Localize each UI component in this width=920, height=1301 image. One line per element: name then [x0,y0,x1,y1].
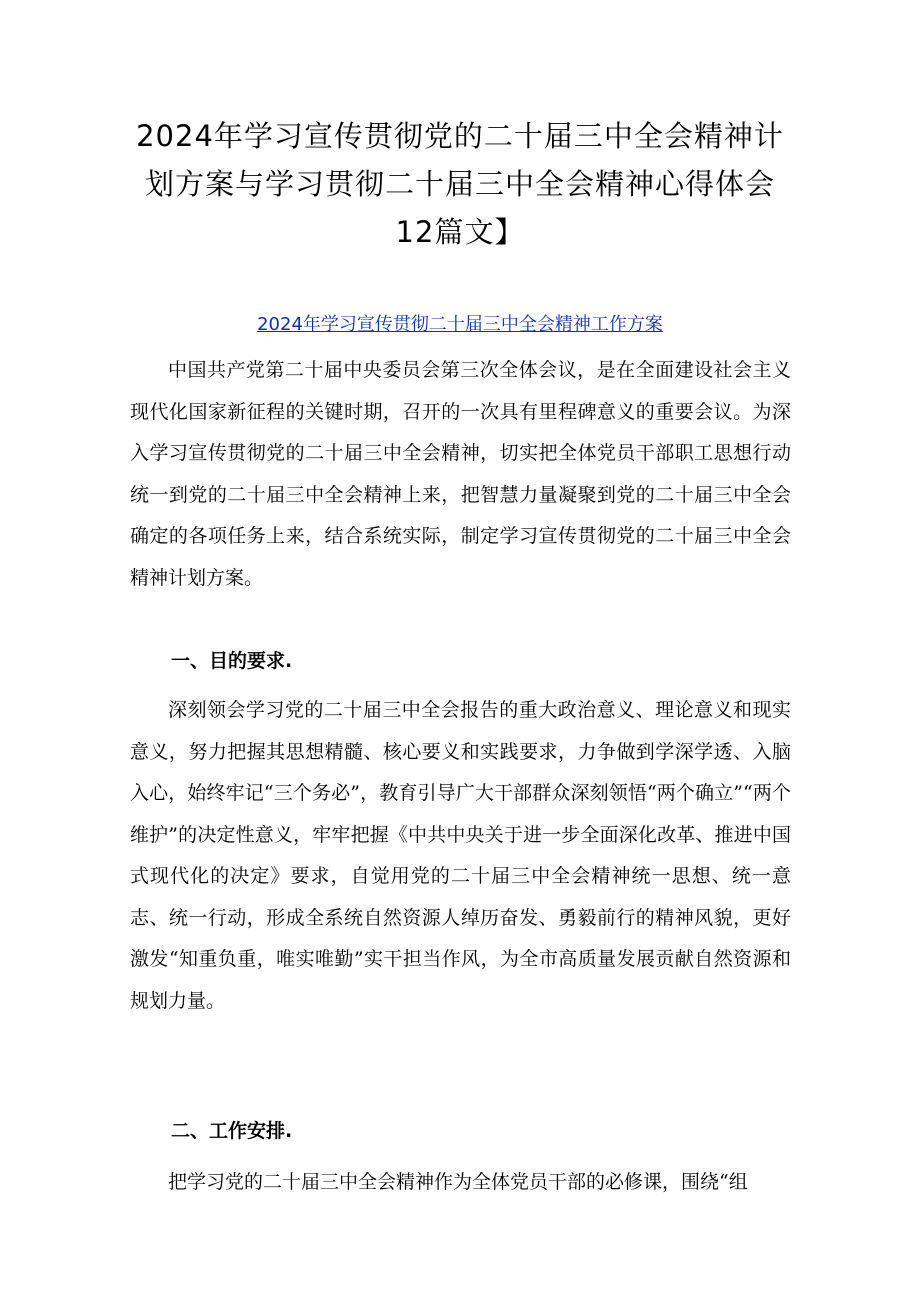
arrangement-paragraph: 把学习党的二十届三中全会精神作为全体党员干部的必修课，围绕“组 [168,1171,748,1193]
section-heading-arrangement: 二、工作安排. [171,1120,293,1142]
page-title: 2024年学习宣传贯彻党的二十届三中全会精神计划方案与学习贯彻二十届三中全会精神心得体会12篇文】 [136,119,784,249]
intro-paragraph: 中国共产党第二十届中央委员会第三次全体会议，是在全面建设社会主义现代化国家新征程的关键时期，召开的一次具有里程碑意义的重要会议。为深入学习宣传贯彻党的二十届三中全会精神，切实把全体党员干部职工思想行动统一到党的二十届三中全会精神上来，把智慧力量凝聚到党的二十届三中全会确定的各项任务上来，结合系统实际，制定学习宣传贯彻党的二十届三中全会精神计划方案。 [130,359,791,589]
section-heading-purpose: 一、目的要求. [171,650,293,672]
purpose-paragraph: 深刻领会学习党的二十届三中全会报告的重大政治意义、理论意义和现实意义，努力把握其思想精髓、核心要义和实践要求，力争做到学深学透、入脑入心，始终牢记“三个务必”，教育引导广大干部群众深刻领悟“两个确立”“两个维护”的决定性意义，牢牢把握《中共中央关于进一步全面深化改革、推进中国式现代化的决定》要求，自觉用党的二十届三中全会精神统一思想、统一意志、统一行动，形成全系统自然资源人绰历奋发、勇毅前行的精神风貌，更好激发“知重负重，唯实唯勤”实干担当作风，为全市高质量发展贡献自然资源和规划力量。 [130,699,791,1012]
section-title-link[interactable]: 2024年学习宣传贯彻二十届三中全会精神工作方案 [257,314,663,335]
